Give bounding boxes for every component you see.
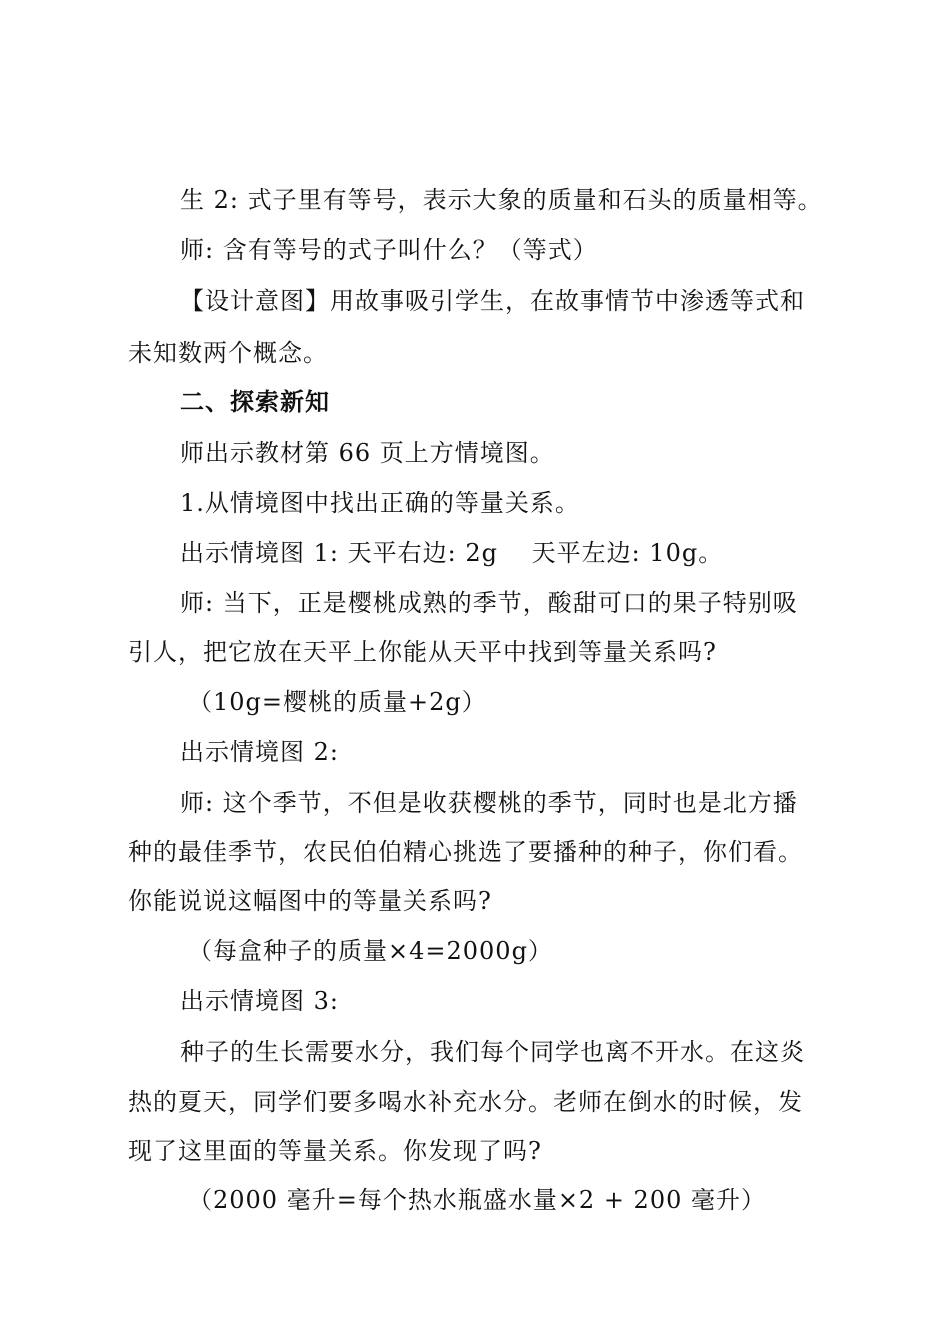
paragraph-line-8: 师: 当下，正是樱桃成熟的季节，酸甜可口的果子特别吸 — [180, 589, 798, 617]
paragraph-line-7: 出示情境图 1: 天平右边: 2g 天平左边: 10g。 — [180, 539, 724, 567]
paragraph-line-1: 生 2: 式子里有等号，表示大象的质量和石头的质量相等。 — [180, 186, 823, 214]
paragraph-line-18: 热的夏天，同学们要多喝水补充水分。老师在倒水的时候，发 — [128, 1088, 803, 1116]
paragraph-line-10: （10g=樱桃的质量+2g） — [188, 688, 487, 716]
paragraph-line-11: 出示情境图 2: — [180, 738, 339, 766]
paragraph-line-3: 【设计意图】用故事吸引学生，在故事情节中渗透等式和 — [180, 287, 805, 315]
section-heading: 二、探索新知 — [180, 387, 330, 416]
paragraph-line-14: 你能说说这幅图中的等量关系吗? — [128, 887, 492, 915]
paragraph-line-19: 现了这里面的等量关系。你发现了吗? — [128, 1137, 542, 1165]
paragraph-line-4: 未知数两个概念。 — [128, 339, 328, 367]
paragraph-line-9: 引人，把它放在天平上你能从天平中找到等量关系吗? — [128, 638, 717, 666]
paragraph-line-20: （2000 毫升=每个热水瓶盛水量×2 + 200 毫升） — [188, 1186, 766, 1214]
paragraph-line-15: （每盒种子的质量×4=2000g） — [188, 937, 553, 965]
paragraph-line-2: 师: 含有等号的式子叫什么？（等式） — [180, 236, 598, 264]
paragraph-line-17: 种子的生长需要水分，我们每个同学也离不开水。在这炎 — [180, 1038, 805, 1066]
paragraph-line-12: 师: 这个季节，不但是收获樱桃的季节，同时也是北方播 — [180, 789, 798, 817]
paragraph-line-16: 出示情境图 3: — [180, 987, 339, 1015]
paragraph-line-5: 师出示教材第 66 页上方情境图。 — [180, 439, 555, 467]
paragraph-line-6: 1.从情境图中找出正确的等量关系。 — [180, 489, 580, 517]
paragraph-line-13: 种的最佳季节，农民伯伯精心挑选了要播种的种子，你们看。 — [128, 838, 803, 866]
